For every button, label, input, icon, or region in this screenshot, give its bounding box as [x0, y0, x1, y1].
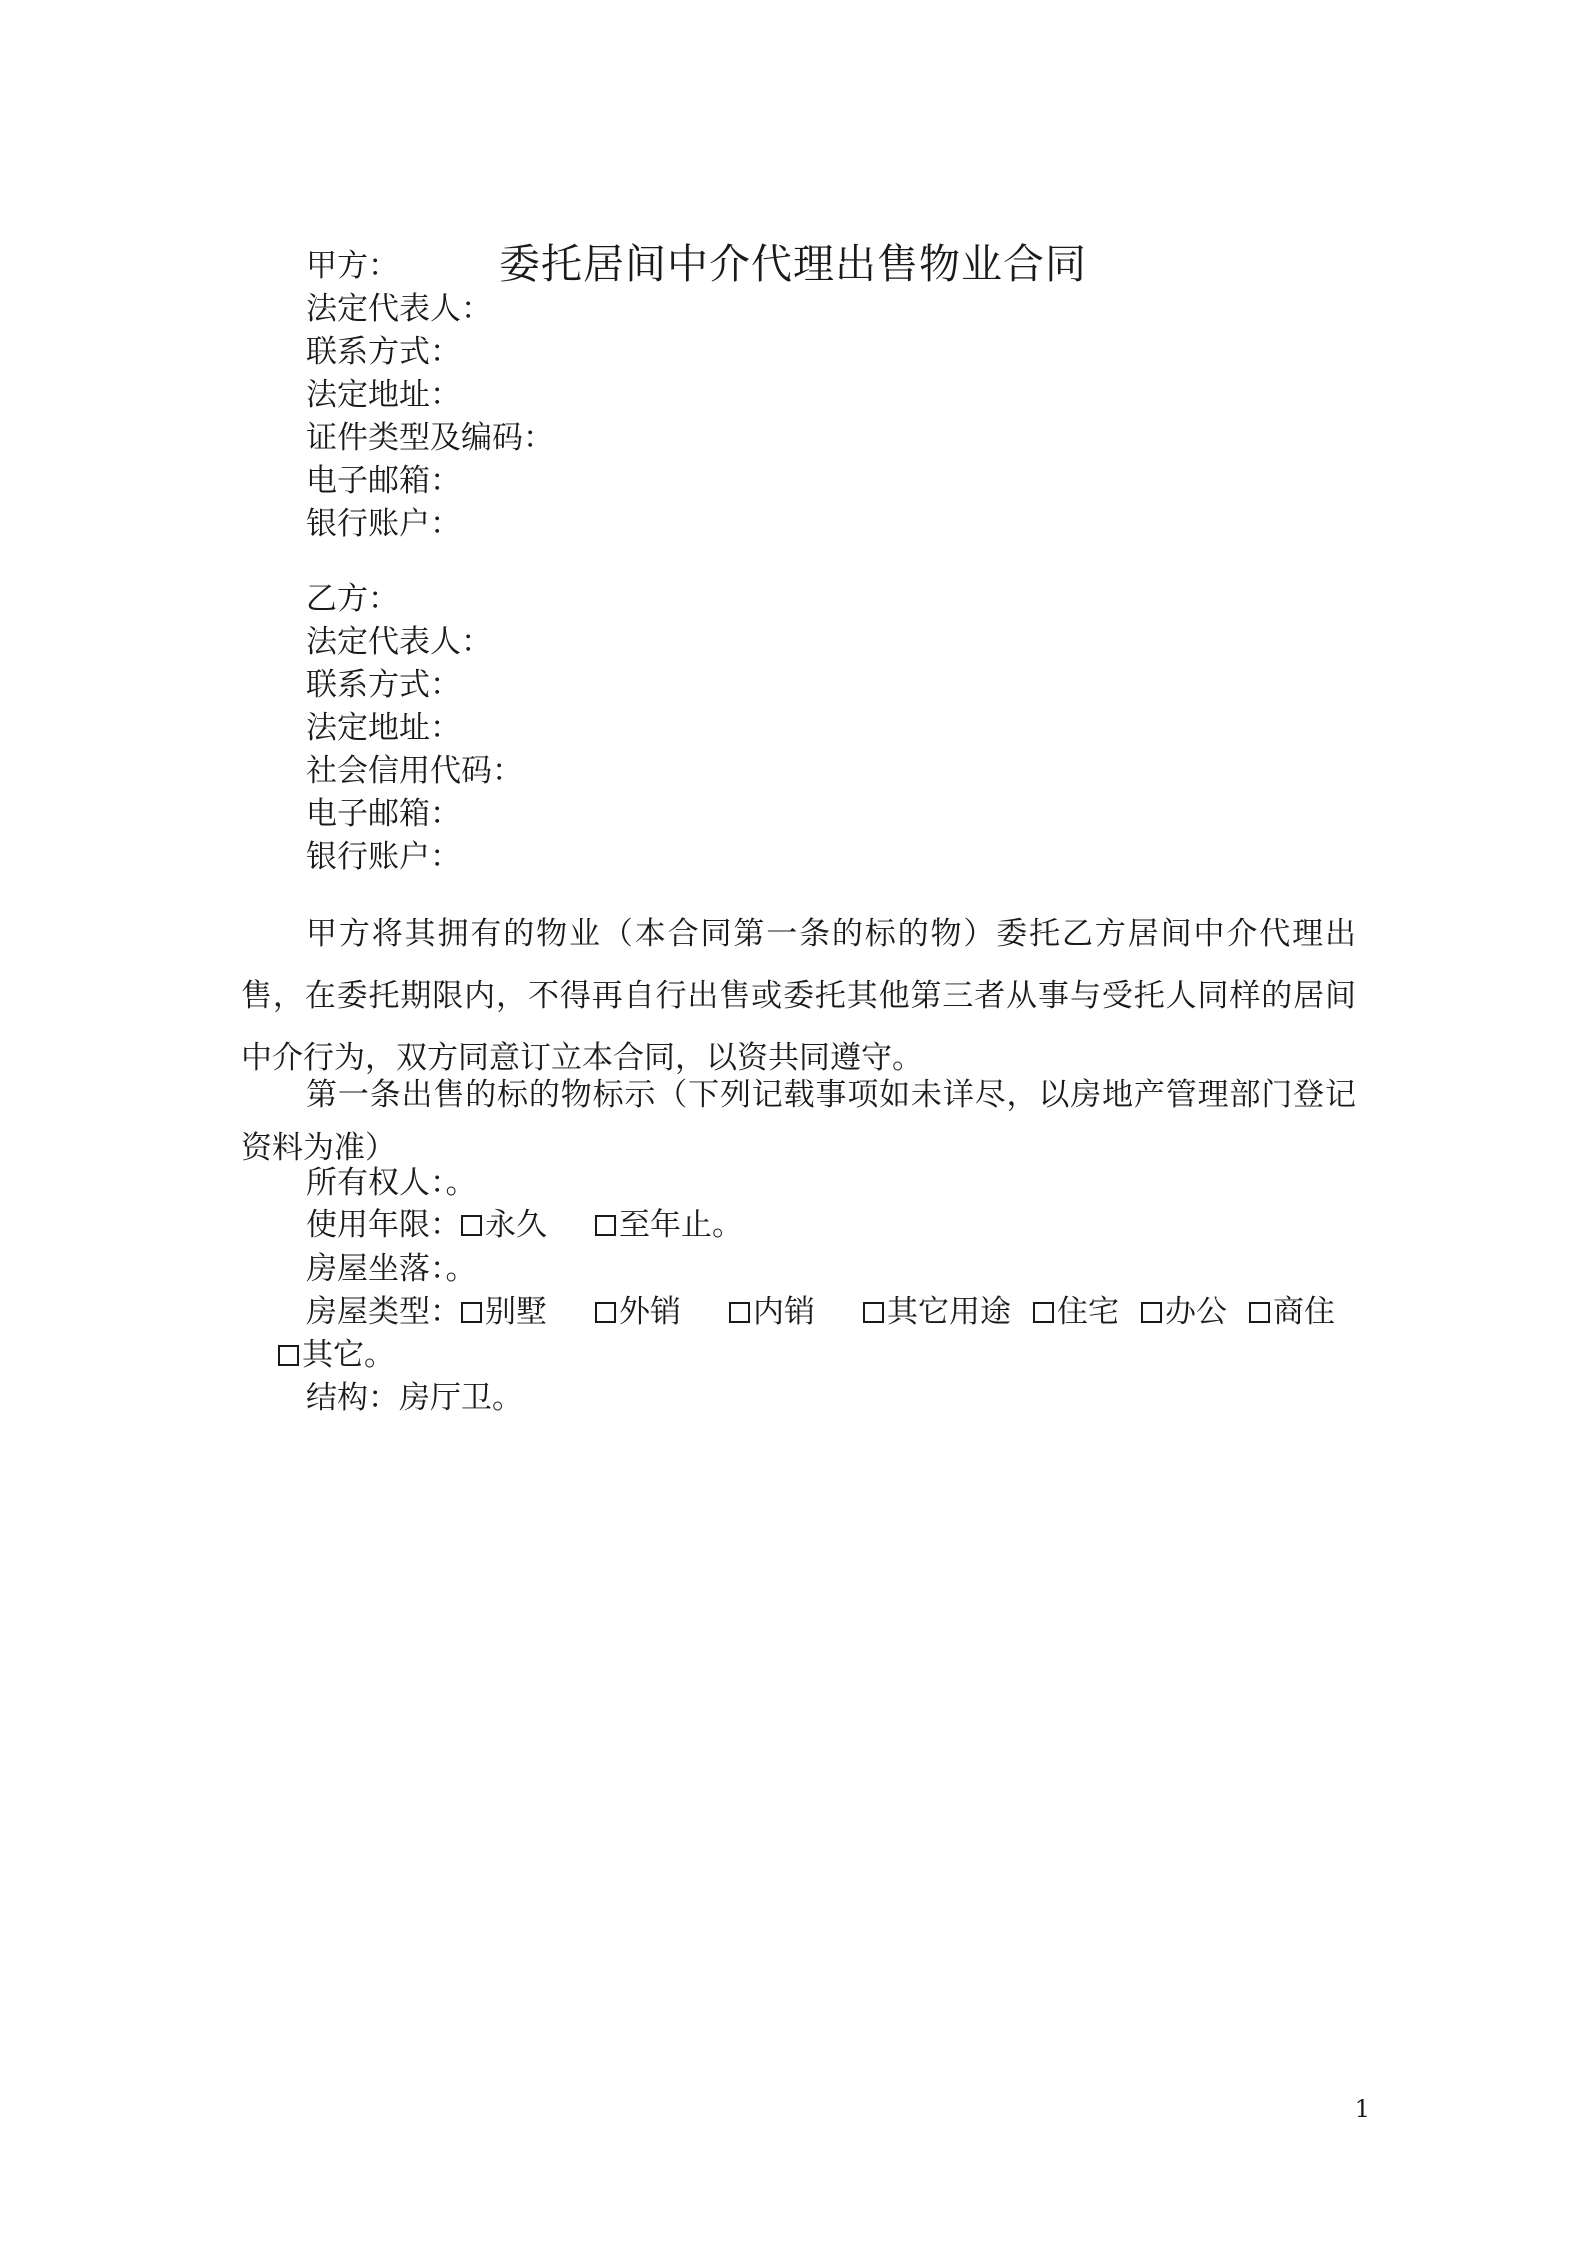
term-option-permanent[interactable]: 永久 — [461, 1205, 547, 1245]
type-option-other-use[interactable]: 其它用途 — [863, 1292, 1011, 1332]
party-a-legal-rep: 法定代表人： — [306, 291, 492, 327]
type-option-office[interactable]: 办公 — [1141, 1292, 1227, 1332]
type-option-residential[interactable]: 住宅 — [1033, 1292, 1119, 1332]
owner-line: 所有权人：。 — [306, 1165, 477, 1201]
type-option-commercial-residential[interactable]: 商住 — [1249, 1292, 1335, 1332]
checkbox-icon[interactable] — [461, 1302, 482, 1323]
party-b-legal-rep: 法定代表人： — [306, 624, 492, 660]
checkbox-icon[interactable] — [1249, 1302, 1270, 1323]
party-b-credit-code: 社会信用代码： — [306, 753, 523, 789]
checkbox-icon[interactable] — [1033, 1302, 1054, 1323]
structure-line: 结构：房厅卫。 — [306, 1380, 523, 1416]
article-1-heading: 第一条出售的标的物标示（下列记载事项如未详尽，以房地产管理部门登记资料为准） — [241, 1077, 1356, 1166]
term-label: 使用年限： — [306, 1207, 461, 1243]
party-b-name: 乙方： — [306, 581, 399, 617]
party-a-id-type: 证件类型及编码： — [306, 420, 554, 456]
checkbox-icon[interactable] — [863, 1302, 884, 1323]
type-option-export[interactable]: 外销 — [595, 1292, 681, 1332]
party-a-contact: 联系方式： — [306, 334, 461, 370]
document-title: 委托居间中介代理出售物业合同 — [499, 240, 1087, 288]
checkbox-icon[interactable] — [278, 1345, 299, 1366]
checkbox-icon[interactable] — [595, 1215, 616, 1236]
party-b-contact: 联系方式： — [306, 667, 461, 703]
checkbox-icon[interactable] — [461, 1215, 482, 1236]
party-b-address: 法定地址： — [306, 710, 461, 746]
type-line — [306, 1292, 1335, 1332]
party-b-email: 电子邮箱： — [306, 796, 461, 832]
party-a-name: 甲方： — [306, 248, 399, 284]
location-line: 房屋坐落：。 — [306, 1251, 477, 1287]
checkbox-icon[interactable] — [595, 1302, 616, 1323]
type-option-other[interactable]: 其它。 — [278, 1335, 395, 1375]
type-other-line — [278, 1335, 395, 1375]
checkbox-icon[interactable] — [1141, 1302, 1162, 1323]
party-a-bank: 银行账户： — [306, 506, 461, 542]
checkbox-icon[interactable] — [729, 1302, 750, 1323]
type-option-villa[interactable]: 别墅 — [461, 1292, 547, 1332]
party-b-bank: 银行账户： — [306, 839, 461, 875]
party-a-address: 法定地址： — [306, 377, 461, 413]
term-option-until-year[interactable]: 至年止。 — [595, 1205, 743, 1245]
term-line — [306, 1205, 743, 1245]
party-a-email: 电子邮箱： — [306, 463, 461, 499]
intro-paragraph: 甲方将其拥有的物业（本合同第一条的标的物）委托乙方居间中介代理出售，在委托期限内，不得再自行出售或委托其他第三者从事与受托人同样的居间中介行为，双方同意订立本合同，以资共同遵守。 — [241, 916, 1356, 1076]
type-label: 房屋类型： — [306, 1294, 461, 1330]
page-number: 1 — [1354, 2095, 1370, 2123]
type-option-domestic[interactable]: 内销 — [729, 1292, 815, 1332]
